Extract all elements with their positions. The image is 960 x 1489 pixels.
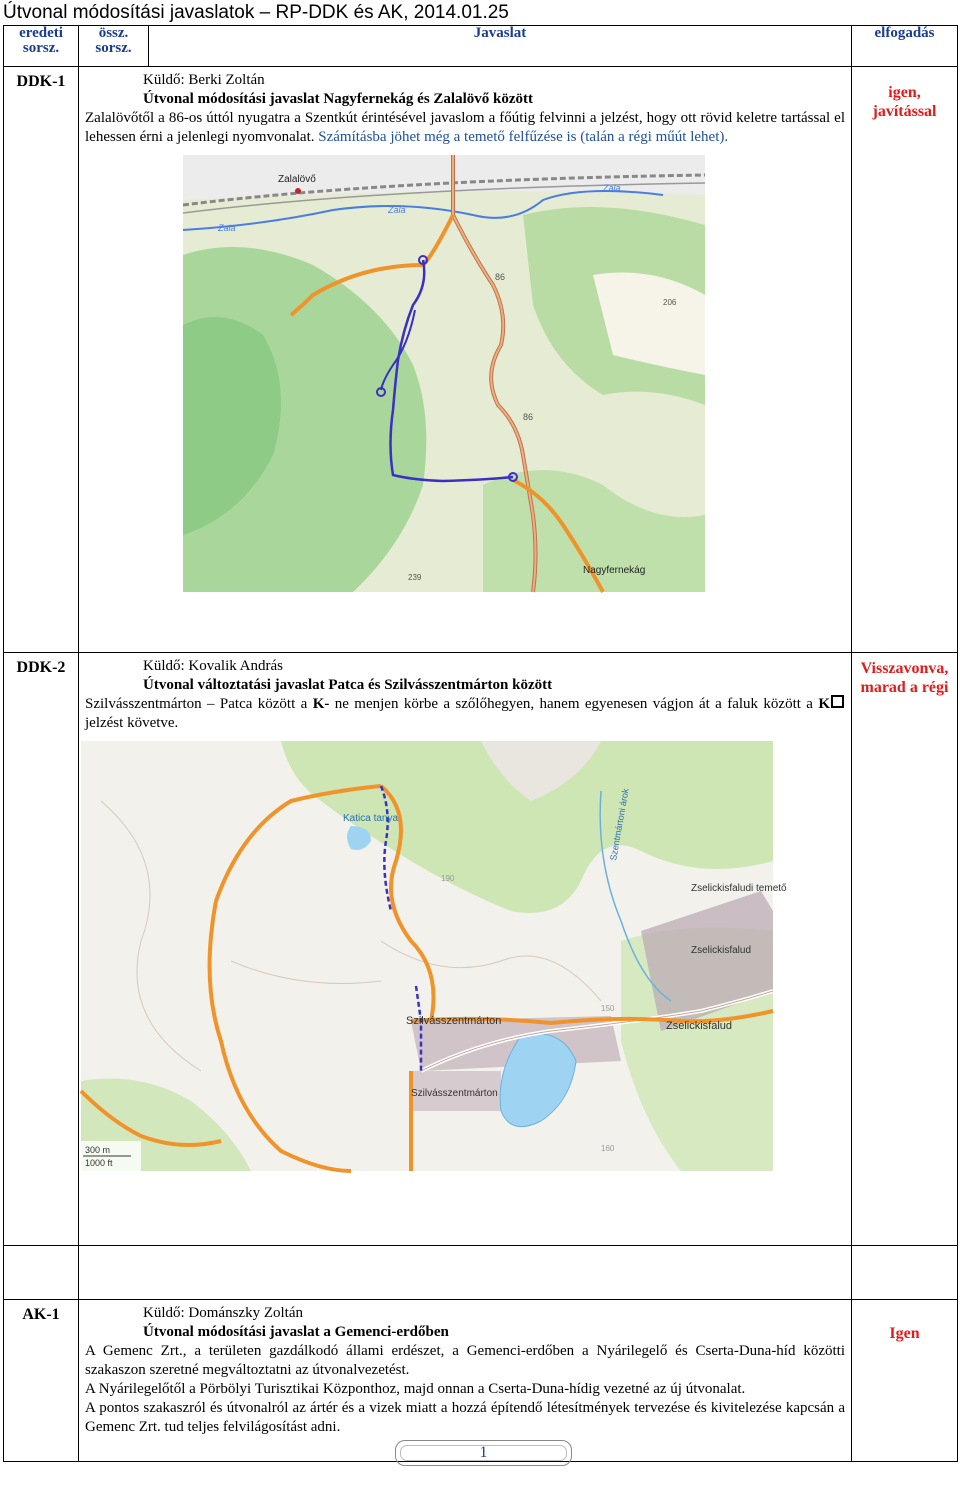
route-title: Útvonal módosítási javaslat a Gemenci-erdőben [143,1324,449,1340]
verdict-cell [852,1300,958,1462]
map-label: Nagyfernekág [583,565,646,576]
svg-text:Zala: Zala [603,183,621,193]
proposal-paragraph: A pontos szakaszról és útvonalról az ártér és a vizek miatt a hozzá építendő létesítmények tervezése és kivitelezése kapcsán a Gemenc Zrt. tud teljes felvilágosítást adni. [85,1400,845,1435]
table-row [4,1246,958,1300]
svg-text:Katica tanya: Katica tanya [343,813,399,824]
verdict-text: igen, [888,84,921,101]
header-proposal: Javaslat [149,26,852,67]
route-title: Útvonal módosítási javaslat Nagyfernekág és Zalalövő között [143,91,533,107]
svg-text:Zala: Zala [218,223,236,233]
sender-line: Küldő: Berki Zoltán [143,72,265,88]
svg-text:Szilvásszentmárton: Szilvásszentmárton [411,1088,498,1099]
svg-text:86: 86 [495,272,506,282]
table-header-row [4,26,958,67]
proposal-paragraph: A Gemenc Zrt., a területen gazdálkodó állami erdészet, a Gemenci-erdőben a Nyárilegelő és Cserta-Duna-híd közötti szakaszon szeretné megváltoztatni az útvonalvezetést. [85,1343,845,1378]
verdict-text: Visszavonva, [860,660,949,677]
proposal-text: Zalalövőtől a 86-os úttól nyugatra a Szentkút érintésével javaslom a főútig felvinni a jelzést, hogy ott rövid keletre tartással el lehessen érni a jelenlegi nyomvonalat. Számításba jöhet még a temető felfűzése is (talán a régi műút lehet). [85,110,845,145]
header-acceptance: elfogadás [852,26,958,67]
sender-line: Küldő: Dománszky Zoltán [143,1305,303,1321]
svg-text:Zala: Zala [388,205,406,215]
proposal-cell [79,67,852,653]
proposal-text-blue: Számításba jöhet még a temető felfűzése is (talán a régi műút lehet). [318,129,729,145]
map-ddk-2 [81,741,787,1171]
svg-text:Zselickisfalud: Zselickisfalud [691,945,752,956]
header-original-number: eredeti sorsz. [4,26,79,67]
verdict-text: Igen [889,1325,920,1342]
map-label: Zalalövő [278,174,316,185]
sender-line: Küldő: Kovalik András [143,658,283,674]
verdict-text: marad a régi [860,679,949,696]
verdict-cell [852,67,958,653]
map-label: Zselickisfalud [666,1020,733,1032]
svg-text:239: 239 [408,573,422,582]
svg-text:Zselickisfaludi temető: Zselickisfaludi temető [691,883,787,894]
row-code: AK-1 [4,1300,79,1462]
proposal-cell [79,1300,852,1462]
proposal-text: Szilvásszentmárton – Patca között a K- ne menjen körbe a szőlőhegyen, hanem egyenesen vágjon át a faluk között a K jelzést követve. [85,695,845,733]
map-scale-metric: 300 m [85,1145,111,1155]
map-scale-imperial: 1000 ft [85,1158,113,1168]
verdict-text: javítással [872,103,937,120]
route-title: Útvonal változtatási javaslat Patca és Szilvásszentmárton között [143,677,553,693]
svg-text:206: 206 [663,298,677,307]
svg-text:86: 86 [523,412,534,422]
proposal-paragraph: A Nyárilegelőtől a Pörbölyi Turisztikai Központhoz, majd onnan a Cserta-Duna-hídig vezetné az új útvonalat. [85,1381,746,1397]
page-number: 1 [395,1440,572,1466]
svg-text:160: 160 [601,1144,615,1153]
proposal-cell [79,653,852,1246]
verdict-cell [852,653,958,1246]
row-code: DDK-1 [4,67,79,653]
svg-text:150: 150 [601,1004,615,1013]
table-row [4,653,958,1246]
row-code: DDK-2 [4,653,79,1246]
svg-text:190: 190 [441,874,455,883]
map-ddk-1 [183,155,705,592]
table-row [4,67,958,653]
proposals-table [3,25,958,1462]
header-total-number: össz. sorsz. [79,26,149,67]
svg-text:Szentmártoni árok: Szentmártoni árok [608,787,631,862]
table-row [4,1300,958,1462]
map-label: Szilvásszentmárton [406,1015,502,1027]
document-title: Útvonal módosítási javaslatok – RP-DDK és AK, 2014.01.25 [3,2,509,23]
